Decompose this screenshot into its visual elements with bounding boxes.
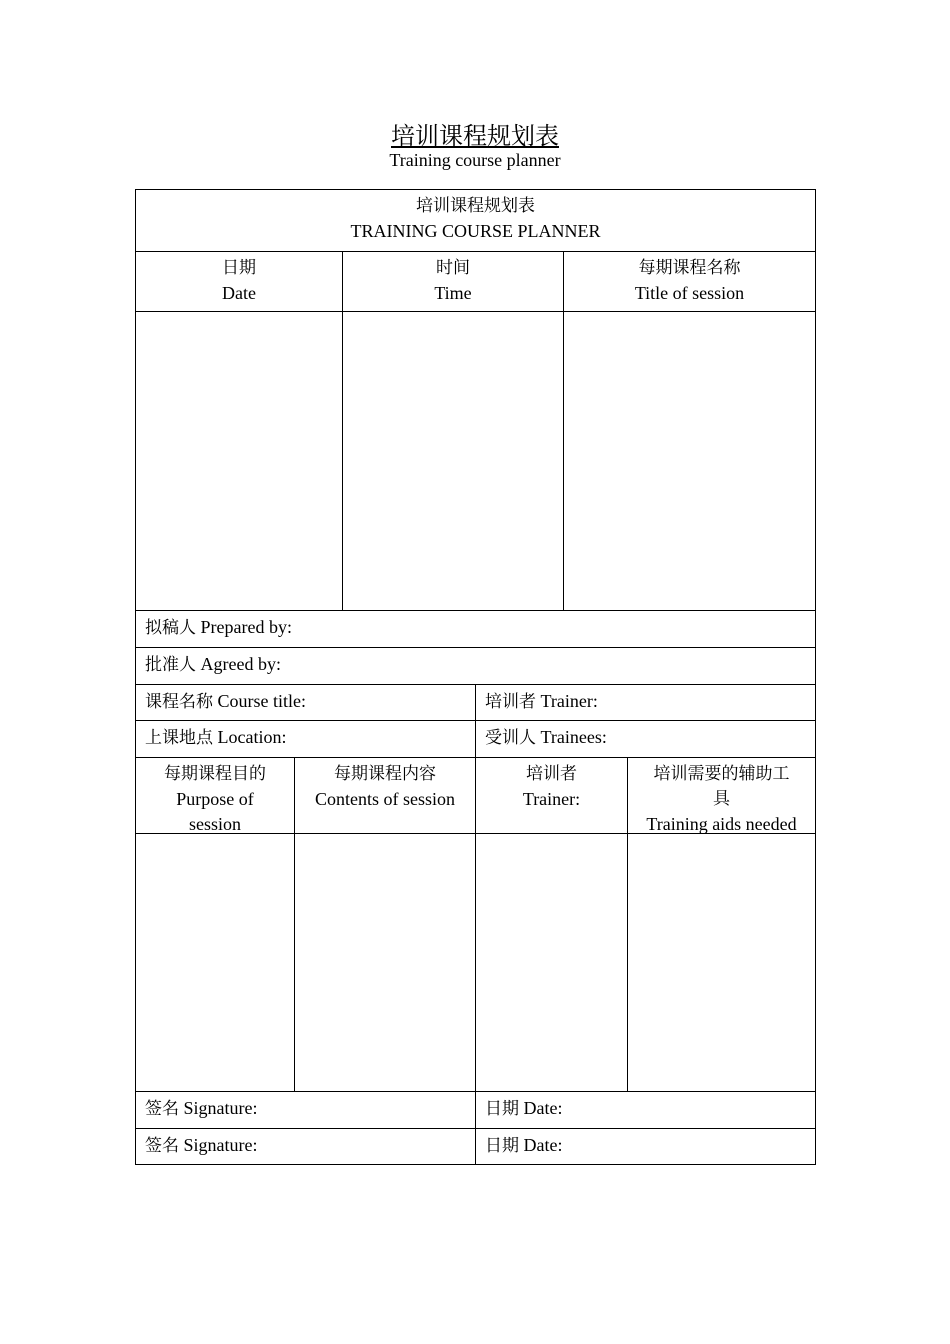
signature-date-zh: 日期	[485, 1099, 519, 1119]
column-header-purpose	[135, 757, 295, 834]
column-header-purpose-en-1: Purpose of	[176, 789, 254, 809]
column-header-contents	[294, 757, 476, 834]
page-title: 培训课程规划表	[391, 122, 559, 150]
signature-zh: 签名	[145, 1099, 179, 1119]
purpose-entry-cell[interactable]	[135, 833, 295, 1092]
agreed-by-zh: 批准人	[145, 655, 196, 675]
course-title-en: Course title:	[217, 691, 306, 711]
column-header-date-en: Date	[222, 283, 256, 303]
planner-header-en: TRAINING COURSE PLANNER	[350, 221, 601, 241]
trainer-zh: 培训者	[485, 692, 536, 712]
signature-date-field[interactable]	[475, 1128, 816, 1165]
signature-en: Signature:	[183, 1135, 258, 1155]
course-title-field[interactable]	[135, 684, 476, 721]
column-header-date-zh: 日期	[222, 258, 256, 278]
trainer-entry-cell[interactable]	[475, 833, 628, 1092]
prepared-by-zh: 拟稿人	[145, 618, 196, 638]
location-en: Location:	[217, 727, 287, 747]
trainer-field[interactable]	[475, 684, 816, 721]
column-header-session-title	[563, 251, 816, 312]
prepared-by-field[interactable]	[135, 610, 816, 648]
signature-date-en: Date:	[523, 1098, 563, 1118]
signature-date-field[interactable]	[475, 1091, 816, 1129]
contents-entry-cell[interactable]	[294, 833, 476, 1092]
course-title-zh: 课程名称	[145, 692, 213, 712]
column-header-trainer-zh: 培训者	[526, 764, 577, 784]
column-header-session-title-zh: 每期课程名称	[638, 258, 741, 278]
column-header-training-aids-zh-1: 培训需要的辅助工	[653, 764, 790, 784]
column-header-training-aids-en: Training aids needed	[646, 814, 797, 834]
signature-zh: 签名	[145, 1136, 179, 1156]
column-header-purpose-zh: 每期课程目的	[164, 764, 266, 784]
column-header-date	[135, 251, 343, 312]
trainees-en: Trainees:	[540, 727, 607, 747]
signature-field[interactable]	[135, 1091, 476, 1129]
training-aids-entry-cell[interactable]	[627, 833, 816, 1092]
planner-header	[135, 189, 816, 252]
agreed-by-en: Agreed by:	[200, 654, 281, 674]
column-header-trainer-en: Trainer:	[522, 789, 581, 809]
trainees-field[interactable]	[475, 720, 816, 758]
signature-field[interactable]	[135, 1128, 476, 1165]
date-entry-cell[interactable]	[135, 311, 343, 611]
session-title-entry-cell[interactable]	[563, 311, 816, 611]
column-header-time-zh: 时间	[436, 258, 470, 278]
column-header-trainer	[475, 757, 628, 834]
planner-header-zh: 培训课程规划表	[416, 196, 535, 216]
location-zh: 上课地点	[145, 728, 213, 748]
time-entry-cell[interactable]	[342, 311, 564, 611]
column-header-time-en: Time	[434, 283, 472, 303]
column-header-training-aids-zh-2: 具	[713, 789, 730, 809]
prepared-by-en: Prepared by:	[200, 617, 292, 637]
trainees-zh: 受训人	[485, 728, 536, 748]
signature-date-zh: 日期	[485, 1136, 519, 1156]
trainer-en: Trainer:	[540, 691, 598, 711]
column-header-time	[342, 251, 564, 312]
column-header-contents-zh: 每期课程内容	[334, 764, 436, 784]
column-header-contents-en: Contents of session	[314, 789, 455, 809]
column-header-session-title-en: Title of session	[634, 283, 745, 303]
agreed-by-field[interactable]	[135, 647, 816, 685]
signature-date-en: Date:	[523, 1135, 563, 1155]
location-field[interactable]	[135, 720, 476, 758]
column-header-training-aids	[627, 757, 816, 834]
page-subtitle: Training course planner	[389, 150, 561, 170]
signature-en: Signature:	[183, 1098, 258, 1118]
column-header-purpose-en-2: session	[188, 814, 241, 834]
